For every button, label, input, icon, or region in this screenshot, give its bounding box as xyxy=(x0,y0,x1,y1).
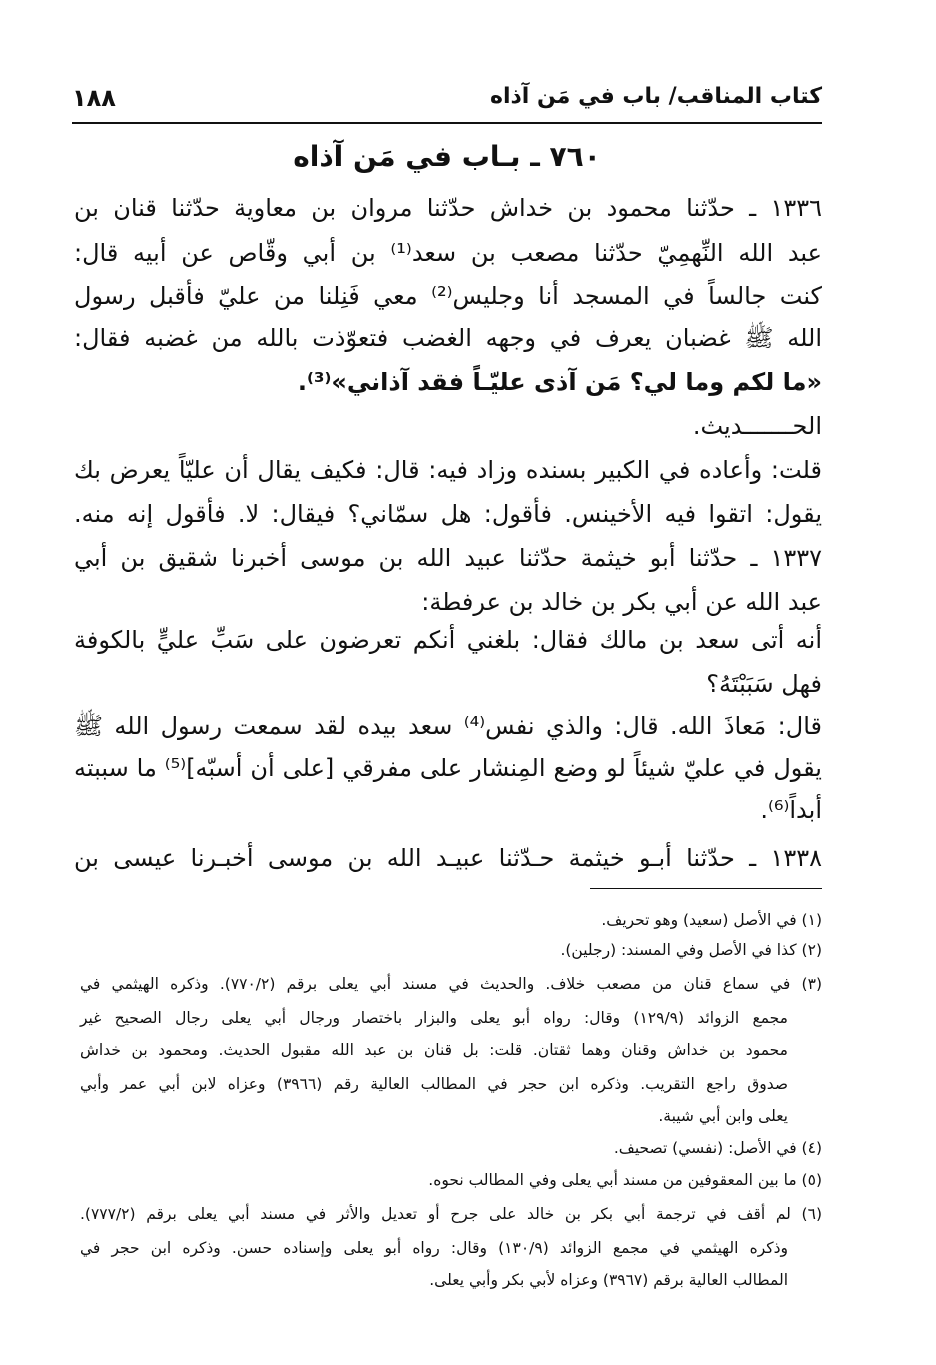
body-line: قلت: وأعاده في الكبير بسنده وزاد فيه: قال: فكيف يقال أن عليّاً يعرض بك xyxy=(74,456,822,484)
body-line: فهل سَبَبْتَهُ؟ xyxy=(706,670,822,698)
footnote-line: (٦) لم أقف في ترجمة أبي بكر بن خالد على جرح أو تعديل والأثر في مسند أبي يعلى برقم (٧٧٧/٢). xyxy=(80,1205,822,1223)
body-line: يقول: اتقوا فيه الأخينس. فأقول: هل سمّاني؟ فيقال: لا. فأقول إنه منه. xyxy=(74,500,822,528)
body-line: عبد الله النِّهمِيّ حدّثنا مصعب بن سعد⁽¹⁾ بن أبي وقّاص عن أبيه قال: xyxy=(74,239,822,267)
footnote-line: المطالب العالية برقم (٣٩٦٧) وعزاه لأبي بكر وأبي يعلى. xyxy=(429,1271,788,1289)
running-head: كتاب المناقب/ باب في مَن آذاه xyxy=(489,84,822,109)
body-line: الله ﷺ غضبان يعرف في وجهه الغضب فتعوّذت بالله من غضبه فقال: xyxy=(74,324,822,352)
chapter-title: ٧٦٠ ـ بـاب في مَن آذاه xyxy=(293,140,601,173)
footnote-line: وذكره الهيثمي في مجمع الزوائد (١٣٠/٩) وقال: رواه أبو يعلى وإسناده حسن. وذكره ابن حجر في xyxy=(80,1239,789,1257)
body-line: أنه أتى سعد بن مالك فقال: بلغني أنكم تعرضون على سَبِّ عليٍّ بالكوفة xyxy=(74,626,822,654)
footnote-line: صدوق راجع التقريب. وذكره ابن حجر في المطالب العالية رقم (٣٩٦٦) وعزاه لابن أبي عمر وأبي xyxy=(80,1075,788,1093)
page-number: ١٨٨ xyxy=(72,84,116,112)
body-line: يقول في عليّ شيئاً لو وضع المِنشار على مفرقي [على أن أسبّه]⁽⁵⁾ ما سببته xyxy=(74,754,822,782)
footnote-line: (٤) في الأصل: (نفسي) تصحيف. xyxy=(613,1139,822,1157)
footnote-line: مجمع الزوائد (١٢٩/٩) وقال: رواه أبو يعلى والبزار باختصار ورجال أبي يعلى رجال الصحيح غير xyxy=(80,1009,788,1027)
body-line: كنت جالساً في المسجد أنا وجليس⁽²⁾ معي فَنِلنا من عليّ فأقبل رسول xyxy=(74,282,822,310)
body-line: أبداً⁽⁶⁾. xyxy=(760,796,822,824)
body-line: ١٣٣٧ ـ حدّثنا أبو خيثمة حدّثنا عبيد الله بن موسى أخبرنا شقيق بن أبي xyxy=(74,544,822,572)
footnote-line: محمود بن خداش وقنان وهما ثقتان. قلت: بل قنان بن عبد الله مقبول الحديث. ومحمود بن خداش xyxy=(80,1041,788,1059)
header-rule xyxy=(72,122,822,124)
body-line: عبد الله عن أبي بكر بن خالد بن عرفطة: xyxy=(421,588,822,616)
body-line: الحـــــــديث. xyxy=(692,412,822,440)
body-line: «ما لكم وما لي؟ مَن آذى عليّـاً فقد آذاني»⁽³⁾. xyxy=(297,368,822,396)
footnote-line: (١) في الأصل (سعيد) وهو تحريف. xyxy=(601,911,822,929)
footnote-line: (٣) في سماع قنان من مصعب خلاف. والحديث في مسند أبي يعلى برقم (٧٧٠/٢). وذكره الهيثمي في xyxy=(80,975,822,993)
footnote-line: (٢) كذا في الأصل وفي المسند: (رجلين). xyxy=(560,941,822,959)
footnote-line: يعلى وابن أبي شيبة. xyxy=(658,1107,788,1125)
page-header xyxy=(72,84,822,120)
body-line: قال: مَعاذَ الله. قال: والذي نفس⁽⁴⁾ سعد بيده لقد سمعت رسول الله ﷺ xyxy=(74,712,822,740)
footnote-separator xyxy=(590,888,822,889)
body-line: ١٣٣٦ ـ حدّثنا محمود بن خداش حدّثنا مروان بن معاوية حدّثنا قنان بن xyxy=(74,194,822,222)
footnote-line: (٥) ما بين المعقوفين من مسند أبي يعلى وفي المطالب نحوه. xyxy=(428,1171,822,1189)
body-line: ١٣٣٨ ـ حدّثنا أبـو خيثمة حـدّثنا عبيـد الله بن موسى أخبـرنا عيسى بن xyxy=(74,844,822,872)
